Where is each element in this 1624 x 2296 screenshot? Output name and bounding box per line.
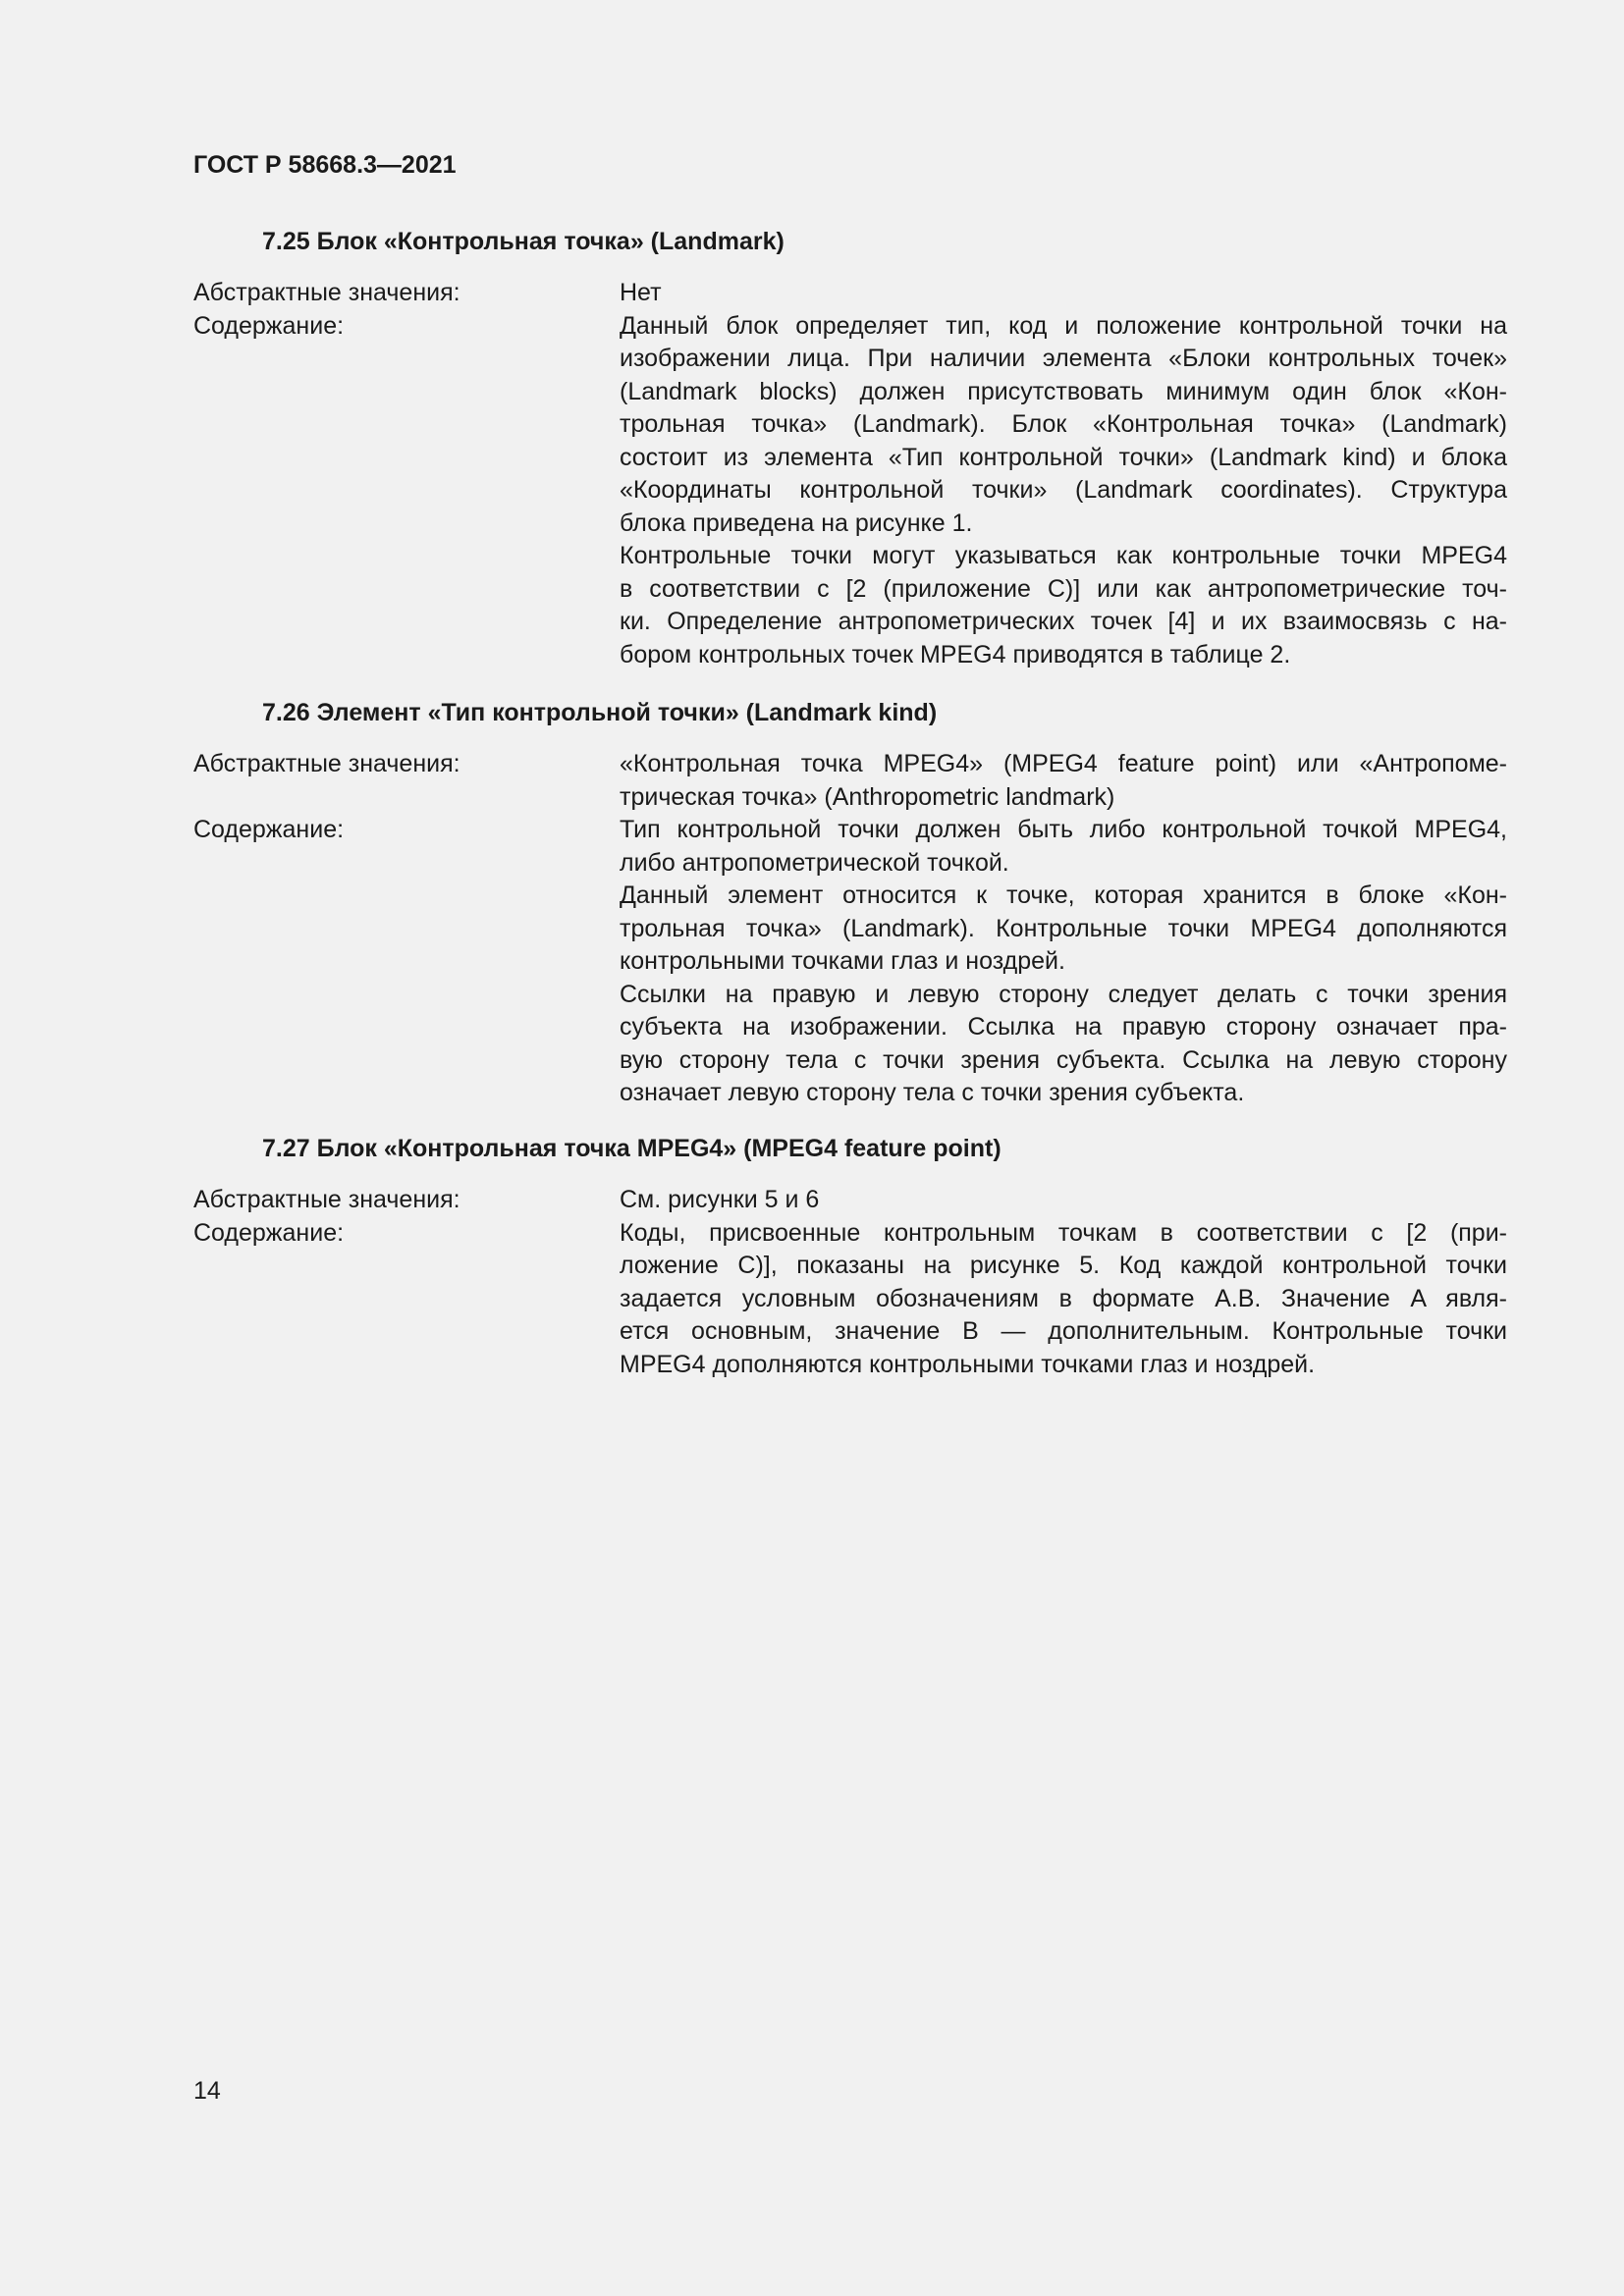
text-line: блока приведена на рисунке 1. (620, 508, 973, 537)
section-title: 7.27 Блок «Контрольная точка MPEG4» (MPEG4 feature point) (262, 1135, 1001, 1162)
text-line: ложение С)], показаны на рисунке 5. Код каждой контрольной точки (620, 1252, 1507, 1279)
abstract-values-row (193, 277, 1507, 310)
content-label: Содержание: (193, 1218, 345, 1247)
text-line: Данный элемент относится к точке, которая хранится в блоке «Кон- (620, 881, 1507, 909)
text-line: См. рисунки 5 и 6 (620, 1186, 820, 1213)
abstract-values-text (620, 748, 1507, 814)
abstract-values-row (193, 1184, 1507, 1217)
text-line: Ссылки на правую и левую сторону следует делать с точки зрения (620, 980, 1507, 1008)
text-line: субъекта на изображении. Ссылка на правую сторону означает пра- (620, 1013, 1507, 1041)
content-text (620, 310, 1507, 672)
page-number: 14 (193, 2077, 221, 2105)
text-line: контрольными точками глаз и ноздрей. (620, 947, 1065, 975)
text-line: «Контрольная точка MPEG4» (MPEG4 feature point) или «Антропоме- (620, 750, 1507, 777)
content-text (620, 814, 1507, 1110)
content-text (620, 1217, 1507, 1382)
text-line: задается условным обозначениям в формате A.B. Значение A явля- (620, 1284, 1507, 1312)
section-7-25 (193, 222, 1507, 671)
text-line: Контрольные точки могут указываться как контрольные точки MPEG4 (620, 542, 1507, 569)
abstract-values-row (193, 748, 1507, 814)
text-line: бором контрольных точек MPEG4 приводятся в таблице 2. (620, 640, 1291, 668)
text-line: изображении лица. При наличии элемента «Блоки контрольных точек» (620, 345, 1507, 372)
text-line: (Landmark blocks) должен присутствовать минимум один блок «Кон- (620, 377, 1507, 405)
text-line: «Координаты контрольной точки» (Landmark coordinates). Структура (620, 476, 1507, 504)
section-title: 7.26 Элемент «Тип контрольной точки» (Landmark kind) (262, 699, 938, 726)
text-line: Данный блок определяет тип, код и положение контрольной точки на (620, 311, 1507, 340)
text-line: MPEG4 дополняются контрольными точками глаз и ноздрей. (620, 1350, 1316, 1378)
section-7-27 (193, 1129, 1507, 1381)
abstract-values-label: Абстрактные значения: (193, 279, 460, 306)
abstract-values-label: Абстрактные значения: (193, 750, 460, 777)
text-line: либо антропометрической точкой. (620, 848, 1009, 877)
text-line: Коды, присвоенные контрольным точкам в соответствии с [2 (при- (620, 1218, 1507, 1247)
text-line: трольная точка» (Landmark). Блок «Контрольная точка» (Landmark) (620, 410, 1507, 438)
section-title: 7.25 Блок «Контрольная точка» (Landmark) (262, 228, 785, 255)
document-code: ГОСТ Р 58668.3—2021 (193, 151, 457, 179)
section-7-26 (193, 693, 1507, 1110)
text-line: трольная точка» (Landmark). Контрольные точки MPEG4 дополняются (620, 914, 1507, 942)
text-line: состоит из элемента «Тип контрольной точки» (Landmark kind) и блока (620, 443, 1507, 471)
abstract-values-text (620, 277, 1507, 310)
abstract-values-label: Абстрактные значения: (193, 1186, 460, 1213)
text-line: в соответствии с [2 (приложение С)] или как антропометрические точ- (620, 574, 1507, 603)
content-row (193, 310, 1507, 672)
content-row (193, 814, 1507, 1110)
content-row (193, 1217, 1507, 1382)
text-line: означает левую сторону тела с точки зрения субъекта. (620, 1079, 1245, 1106)
abstract-values-text (620, 1184, 1507, 1217)
text-line: вую сторону тела с точки зрения субъекта. Ссылка на левую сторону (620, 1045, 1507, 1074)
text-line: ется основным, значение B — дополнительным. Контрольные точки (620, 1317, 1507, 1345)
text-line: Тип контрольной точки должен быть либо контрольной точкой MPEG4, (620, 816, 1507, 843)
content-label: Содержание: (193, 311, 345, 340)
content-label: Содержание: (193, 816, 345, 843)
text-line: трическая точка» (Anthropometric landmark) (620, 782, 1115, 811)
text-line: ки. Определение антропометрических точек [4] и их взаимосвязь с на- (620, 608, 1507, 635)
text-line: Нет (620, 279, 662, 306)
